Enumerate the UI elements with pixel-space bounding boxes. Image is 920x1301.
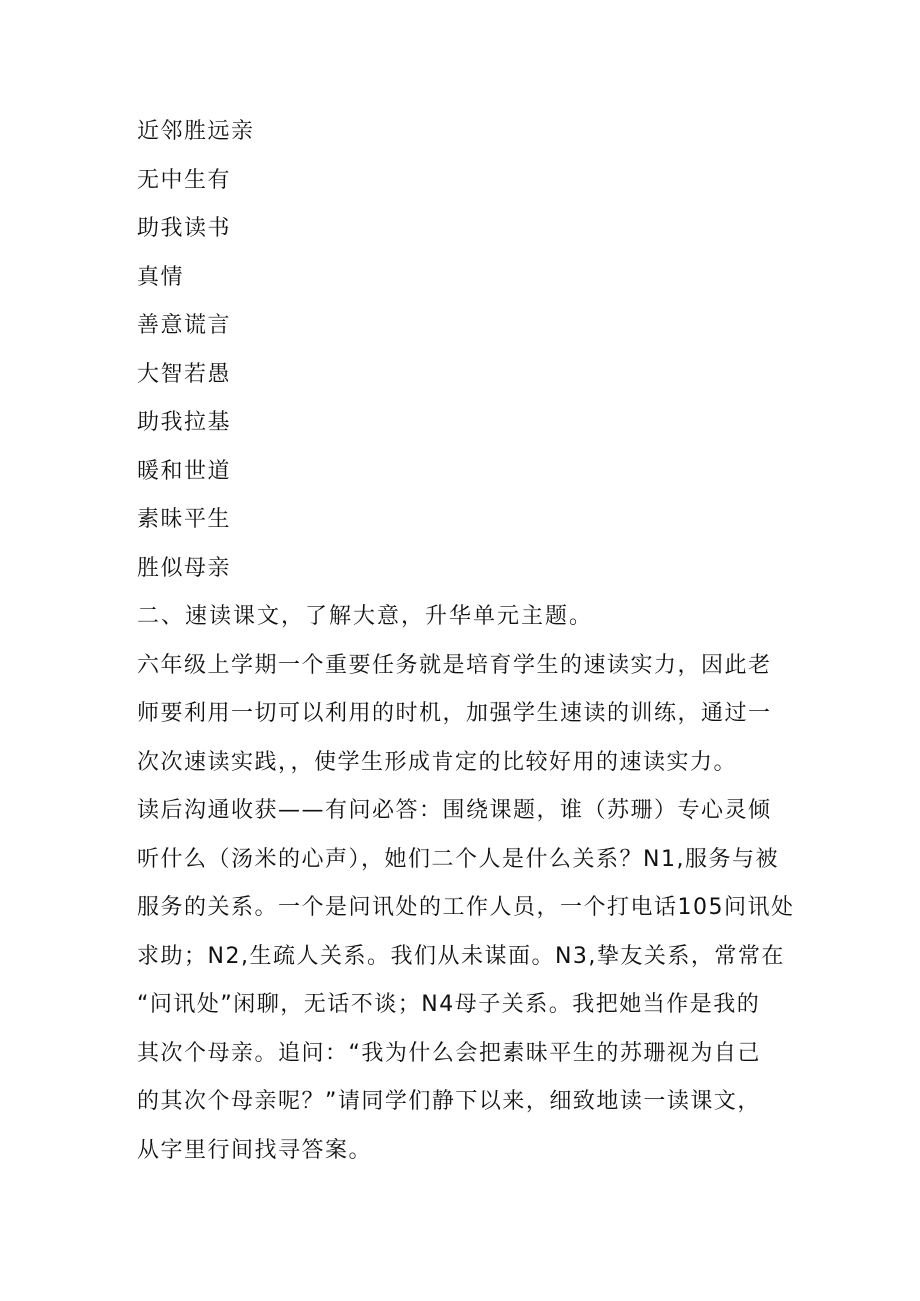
paragraph-1-line: 次次速读实践，，使学生形成肯定的比较好用的速读实力。 bbox=[137, 749, 738, 775]
word-list-item: 近邻胜远亲 bbox=[137, 119, 255, 144]
word-list-item: 真情 bbox=[137, 264, 185, 290]
document-body bbox=[137, 108, 797, 1175]
paragraph-2-line: 求助；N2,生疏人关系。我们从未谋面。N3,挚友关系，常常在 bbox=[137, 943, 785, 969]
word-list-item: 素昧平生 bbox=[137, 507, 232, 532]
paragraph-2-line: 的其次个母亲呢？”请同学们静下以来，细致地读一读课文， bbox=[137, 1089, 761, 1114]
section-heading: 二、速读课文，了解大意，升华单元主题。 bbox=[137, 604, 594, 629]
word-list-item: 助我拉基 bbox=[137, 410, 232, 435]
paragraph-2-line: 听什么（汤米的心声），她们二个人是什么关系？N1,服务与被 bbox=[137, 846, 779, 872]
word-list-item: 胜似母亲 bbox=[137, 555, 232, 581]
paragraph-1-line: 六年级上学期一个重要任务就是培育学生的速读实力，因此老 bbox=[137, 652, 772, 678]
paragraph-2-line: “问讯处”闲聊，无话不谈；N4母子关系。我把她当作是我的 bbox=[137, 992, 761, 1017]
word-list-item: 善意谎言 bbox=[137, 313, 232, 338]
word-list-item: 暖和世道 bbox=[137, 458, 232, 484]
paragraph-2-line: 服务的关系。一个是问讯处的工作人员，一个打电话105问讯处 bbox=[137, 895, 795, 920]
paragraph-2-line: 从字里行间找寻答案。 bbox=[137, 1137, 373, 1163]
paragraph-1-line: 师要利用一切可以利用的时机，加强学生速读的训练，通过一 bbox=[137, 701, 772, 726]
word-list-item: 大智若愚 bbox=[137, 361, 232, 387]
word-list-item: 助我读书 bbox=[137, 216, 232, 241]
paragraph-2-line: 读后沟通收获——有问必答：围绕课题，谁（苏珊）专心灵倾 bbox=[137, 798, 772, 823]
paragraph-2-line: 其次个母亲。追问：“我为什么会把素昧平生的苏珊视为自己 bbox=[137, 1040, 761, 1066]
word-list-item: 无中生有 bbox=[137, 167, 232, 193]
